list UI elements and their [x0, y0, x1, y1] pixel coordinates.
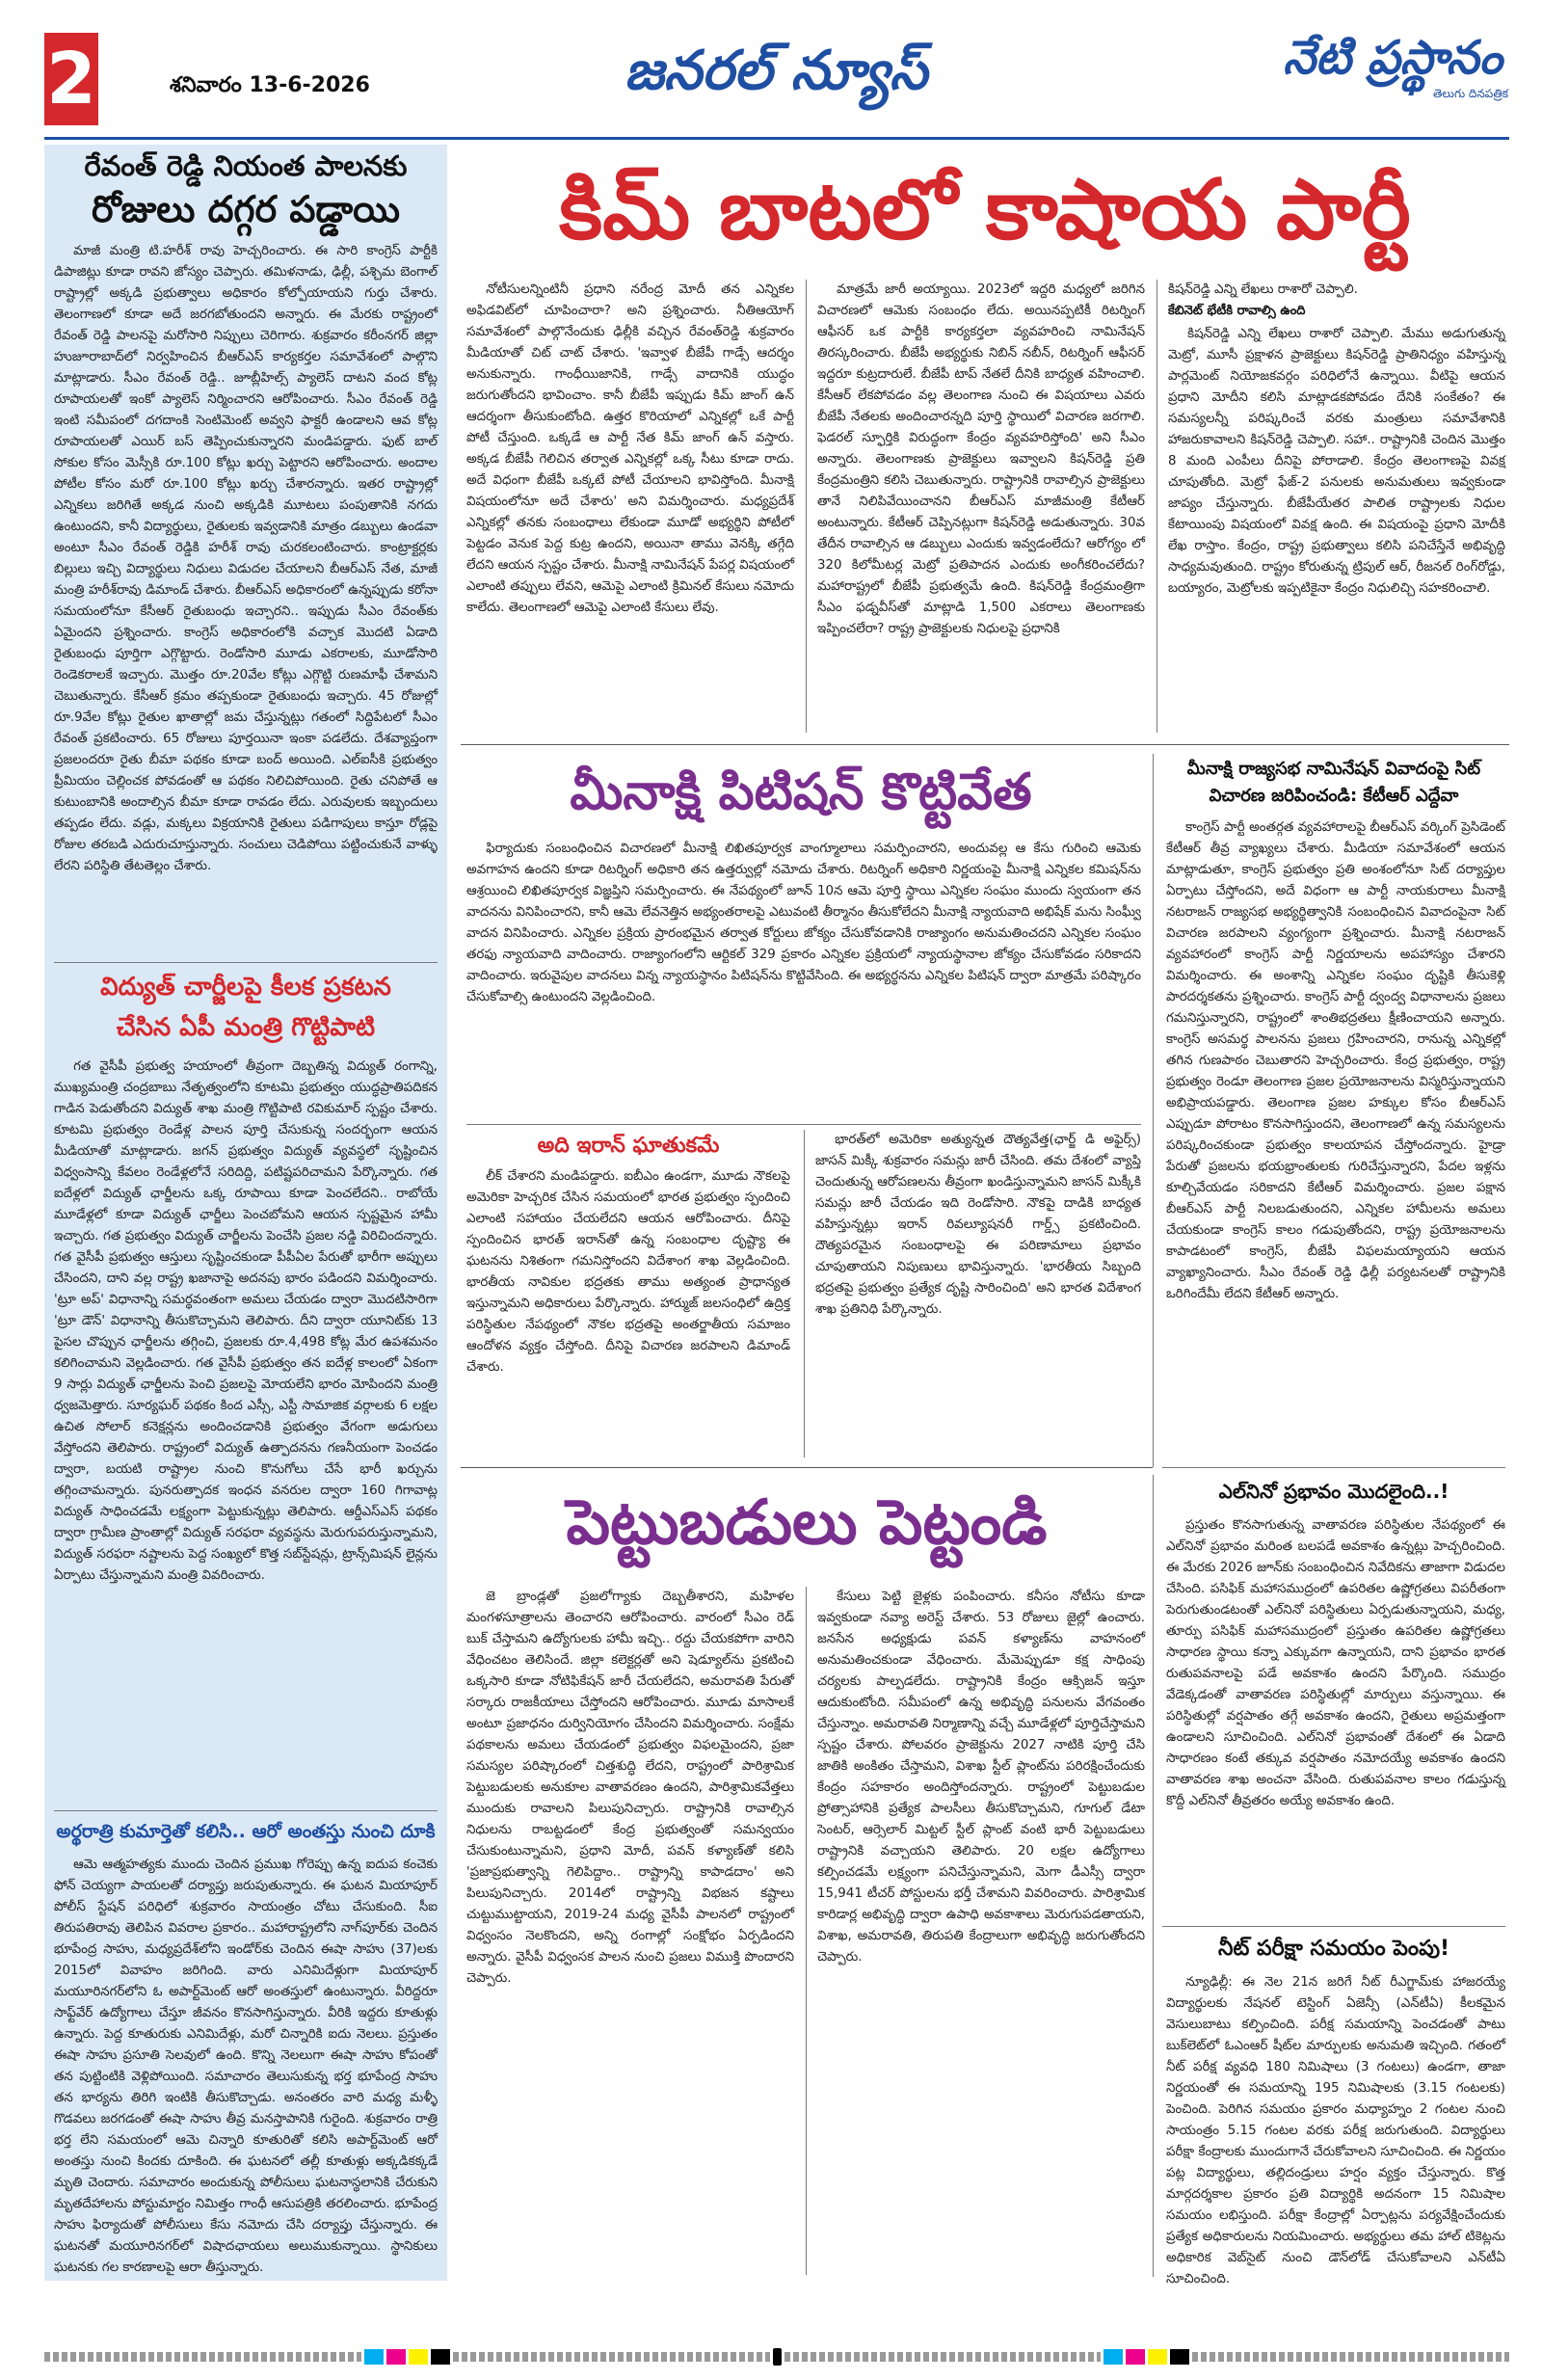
divider [1162, 1926, 1505, 1927]
divider [466, 1124, 1141, 1125]
elnino-headline: ఎల్‌నినో ప్రభావం మొదలైంది..! [1218, 1480, 1449, 1503]
column-rule [806, 280, 807, 733]
yellow-patch [409, 2349, 428, 2365]
ktr-body: కాంగ్రెస్ పార్టీ అంతర్గత వ్యవహారాలపై బీఆర్‌ఎస్ వర్కింగ్ ప్రెసిడెంట్ కేటీఆర్ తీవ్ర వ్యాఖ్యలు చేశారు. మీడియా సమావేశంలో ఆయన మాట్లాడుతూ, కాంగ్రెస్ ప్రభుత్వం ప్రతి అంశంలోనూ సిట్ దర్యాప్తుల ఏర్పాటు చేస్తోందని, అదే విధంగా ఆ పార్టీ నాయకురాలు మీనాక్షి నటరాజన్ రాజ్యసభ అభ్యర్థిత్వానికి సంబంధించిన వివాదంపైనా సిట్ విచారణ జరపాలని వ్యంగ్యంగా ప్రశ్నించారు. మీనాక్షి నటరాజన్ వ్యవహారంలో కాంగ్రెస్ పార్టీ నిర్ణయాలను అపహాస్యం చేశారని విమర్శించారు. ఈ అంశాన్ని ఎన్నికల సంఘం దృష్టికి తీసుకెళ్లి పారదర్శకతను ప్రశ్నించారు. కాంగ్రెస్ పార్టీ ద్వంద్వ విధానాలను ప్రజలు గమనిస్తున్నారని, రాష్ట్రంలో శాంతిభద్రతలు క్షీణించాయని అన్నారు. కాంగ్రెస్ అసమర్థ పాలనను ప్రజలు గ్రహించారని, రానున్న ఎన్నికల్లో తగిన గుణపాఠం చెబుతారని హెచ్చరించారు. కేంద్ర ప్రభుత్వం, రాష్ట్ర ప్రభుత్వం రెండూ తెలంగాణ ప్రజల ప్రయోజనాలను విస్మరిస్తున్నాయని అభిప్రాయపడ్డారు. తెలంగాణ ప్రజల హక్కుల కోసం బీఆర్‌ఎస్ ఎప్పుడూ పోరాటం కొనసాగిస్తుందని, తెలంగాణలో ఉన్న సమస్యలను పరిష్కరించకుండా ప్రభుత్వం కాలయాపన చేస్తోందన్నారు. హైడ్రా పేరుతో ప్రజలను భయభ్రాంతులకు గురిచేస్తున్నారని, పేదల ఇళ్లను కూల్చివేయడం సరికాదని కేటీఆర్ విమర్శించారు. ప్రజల పక్షాన బీఆర్‌ఎస్ పార్టీ నిలబడుతుందని, ఎన్నికల హామీలను అమలు చేయకుండా కాంగ్రెస్ కాలం గడుపుతోందని, రాష్ట్ర ప్రయోజనాలను కాపాడటంలో కాంగ్రెస్, బీజేపీ విఫలమయ్యాయని ఆయన వ్యాఖ్యానించారు. సీఎం రేవంత్ రెడ్డి ఢిల్లీ పర్యటనలతో రాష్ట్రానికి ఒరిగిందేమీ లేదని కేటీఆర్ అన్నారు. [1166, 820, 1505, 1301]
daughter-headline: అర్థరాత్రి కుమార్తెతో కలిసి.. ఆరో అంతస్తు నుంచి దూకి [56, 1821, 436, 1842]
neet-headline: నీట్ పరీక్షా సమయం పెంపు! [1217, 1937, 1450, 1961]
registration-stripe [453, 2352, 770, 2362]
divider [1162, 1467, 1505, 1468]
revanth-headline-line2: రోజులు దగ్గర పడ్డాయి [91, 188, 400, 230]
daughter-body: ఆమె ఆత్మహత్యకు ముందు చెందిన ప్రముఖ గోరెప్పు ఉన్న ఐదుప కంచెకు ఫోన్ చెయ్యగా పాయలతో దర్యాప్తు జరుపుతున్నారు. ఈ ఘటన మియాపూర్ పోలీస్ స్టేషన్ పరిధిలో శుక్రవారం సాయంత్రం చోటు చేసుకుంది. సీఐ తిరుపతిరావు తెలిపిన వివరాల ప్రకారం.. మహారాష్ట్రలోని నాగ్‌పూర్‌కు చెందిన భూపేంద్ర సాహు, మధ్యప్రదేశ్‌లోని ఇండోర్‌కు చెందిన ఈషా సాహు (37)లకు 2015లో వివాహం జరిగింది. వారు ఎనిమిదేళ్లుగా మియాపూర్ మయూరినగర్‌లోని ఓ అపార్ట్‌మెంట్ ఆరో అంతస్తులో ఉంటున్నారు. వీరిద్దరూ సాఫ్ట్‌వేర్ ఉద్యోగాలు చేస్తూ జీవనం కొనసాగిస్తున్నారు. వీరికి ఇద్దరు కూతుళ్లు ఉన్నారు. పెద్ద కూతురుకు ఎనిమిదేళ్లు, మరో చిన్నారికి ఐదు నెలలు. ప్రస్తుతం ఈషా సాహు ప్రసూతి సెలవులో ఉంది. కొన్ని నెలలుగా ఈషా సాహు కోపంతో తన పుట్టింటికి వెళ్లిపోయింది. సమాచారం తెలుసుకున్న భర్త భూపేంద్ర సాహు తన భార్యను తిరిగి ఇంటికి తీసుకొచ్చాడు. అనంతరం వారి మధ్య మళ్ళీ గొడవలు జరగడంతో ఈషా సాహు తీవ్ర మనస్తాపానికి గురైంది. శుక్రవారం రాత్రి భర్త లేని సమయంలో ఆమె చిన్నారి కూతురితో కలిసి అపార్ట్‌మెంట్ ఆరో అంతస్తు నుంచి కిందకు దూకింది. ఈ ఘటనలో తల్లీ కూతుళ్లు అక్కడికక్కడే మృతి చెందారు. సమాచారం అందుకున్న పోలీసులు ఘటనాస్థలానికి చేరుకుని మృతదేహాలను పోస్టుమార్టం నిమిత్తం గాంధీ ఆసుపత్రికి తరలించారు. భూపేంద్ర సాహు ఫిర్యాదుతో పోలీసులు కేసు నమోదు చేసి దర్యాప్తు చేస్తున్నారు. ఈ ఘటనతో మయూరినగర్‌లో విషాదఛాయలు అలుముకున్నాయి. స్థానికులు ఘటనకు గల కారణాలపై ఆరా తీస్తున్నారు. [54, 1858, 438, 2275]
registration-mark [773, 2348, 782, 2366]
iran-col1: లీక్ చేశారని మండిపడ్డారు. ఐబీఎం ఉండగా, మూడు నౌకలపై అమెరికా హెచ్చరిక చేసిన సమయంలో భారత ప్రభుత్వం స్పందించి ఎలాంటి సహాయం చేయలేదని ఆయన ఆరోపించారు. దీనిపై స్పందించిన భారత్ ఇరాన్‌తో ఉన్న సంబంధాల దృష్ట్యా ఈ ఘటనను నిశితంగా గమనిస్తోందని విదేశాంగ శాఖ వెల్లడించింది. భారతీయ నావికుల భద్రతకు తాము అత్యంత ప్రాధాన్యత ఇస్తున్నామని అధికారులు పేర్కొన్నారు. హార్ముజ్ జలసంధిలో ఉద్రిక్త పరిస్థితుల నేపథ్యంలో నౌకల భద్రతపై అంతర్జాతీయ సమాజం ఆందోళన వ్యక్తం చేస్తోంది. దీనిపై విచారణ జరపాలని డిమాండ్ చేశారు. [466, 1169, 790, 1375]
divider [54, 962, 438, 963]
iran-headline: అది ఇరాన్ ఘాతుకమే [537, 1134, 720, 1158]
meenakshi-body: ఫిర్యాదుకు సంబంధించిన విచారణలో మీనాక్షి లిఖితపూర్వక వాంగ్మూలాలు సమర్పించారని, అందువల్ల ఆ కేసు గురించి ఆమెకు అవగాహన ఉందని కూడా రిటర్నింగ్ అధికారి తన ఉత్తర్వుల్లో నమోదు చేశారు. రిటర్నింగ్ అధికారి నిర్ణయంపై మీనాక్షి ఎన్నికల కమిషన్‌ను ఆశ్రయించి లిఖితపూర్వక విజ్ఞప్తిని సమర్పించారు. ఈ నేపథ్యంలో జూన్ 10న ఆమె పూర్తి స్థాయి ఎన్నికల సంఘం ముందు స్వయంగా తన వాదనను వినిపించారని, కానీ ఆమె లేవనెత్తిన అభ్యంతరాలపై ఎటువంటి తీర్మానం తీసుకోలేదని మీనాక్షి న్యాయవాది అభిషేక్ మను సింఘ్వీ వాదన వినిపించారు. ఎన్నికల ప్రక్రియ ప్రారంభమైన తర్వాత కోర్టులు జోక్యం చేసుకోవడానికి రాజ్యాంగం అనుమతించదని ఎన్నికల సంఘం తరఫు న్యాయవాది వాదించారు. రాజ్యాంగంలోని ఆర్టికల్ 329 ప్రకారం ఎన్నికల ప్రక్రియలో న్యాయస్థానాల జోక్యం చేసుకోవడం సరికాదని వాదించారు. ఇరువైపుల వాదనలు విన్న న్యాయస్థానం పిటిషన్‌ను కొట్టివేసింది. ఈ అభ్యర్థనను ఎన్నికల పిటిషన్ ద్వారా మాత్రమే పరిష్కారం చేసుకోవాల్సి ఉంటుందని వెల్లడించింది. [466, 842, 1141, 1004]
section-title: జనరల్ న్యూస్ [624, 39, 928, 102]
logo-tagline: తెలుగు దినపత్రిక [1432, 87, 1508, 100]
yellow-patch [1148, 2349, 1167, 2365]
kim-headline: కిమ్ బాటలో కాషాయ పార్టీ [559, 162, 1411, 258]
column-rule [1153, 1475, 1154, 2277]
masthead-rule [44, 137, 1509, 140]
column-rule [804, 1130, 805, 1457]
kim-col2: మాత్రమే జారీ అయ్యాయి. 2023లో ఇద్దరి మధ్యలో జరిగిన విచారణలో ఆమెకు సంబంధం లేదు. అయినప్పటికీ రిటర్నింగ్ ఆఫీసర్ ఒక పార్టీకి కార్యకర్తలా వ్యవహరించి నామినేషన్ తిరస్కరించారు. బీజేపీ అభ్యర్థుకు నిబిన్ నబీన్, రిటర్నింగ్ ఆఫీసర్ ఇద్దరూ కుట్రదారులే. బీజేపీ టాప్ నేతలే దీనికి బాధ్యత వహించాలి. కేసీఆర్ లేకపోవడం వల్ల తెలంగాణ నుంచి ఈ విషయాలు ఎవరు బీజేపీ నేతలకు అందించారన్నది పూర్తి స్థాయిలో విచారణ జరగాలి. ఫెడరల్ స్ఫూర్తికి విరుద్ధంగా కేంద్రం వ్యవహరిస్తోంది' అని సీఎం అన్నారు. తెలంగాణకు ప్రాజెక్టులు ఇవ్వాలని కిషన్‌రెడ్డి ప్రతి కేంద్రమంత్రిని కలిసి చెబుతున్నారు. రాష్ట్రానికి రావాల్సిన ప్రాజెక్టులు తానే నిలిపివేయించానని బీఆర్‌ఎస్ మాజీమంత్రి కేటీఆర్ అంటున్నారు. కేటీఆర్ చెప్పినట్లుగా కిషన్‌రెడ్డి అడుతున్నారు. 30వ తేదీన రావాల్సిన ఆ డబ్బులు ఎందుకు ఇవ్వడంలేదు? ఆరోగ్యం లో 320 కిలోమీటర్ల మెట్రో ప్రతిపాదన ఎందుకు అంగీకరించలేదు? మహారాష్ట్రలో బీజేపీ ప్రభుత్వమే ఉంది. కిషన్‌రెడ్డి కేంద్రమంత్రిగా సీఎం ఫడ్నవీస్‌తో మాట్లాడి 1,500 ఎకరాలు తెలంగాణకు ఇప్పించలేరా? రాష్ట్ర ప్రాజెక్టులకు నిధులపై ప్రధానికి [817, 282, 1145, 636]
registration-stripe [784, 2352, 1102, 2362]
electricity-headline-line2: చేసిన ఏపీ మంత్రి గొట్టిపాటి [116, 1013, 376, 1042]
revanth-headline-line1: రేవంత్ రెడ్డి నియంత పాలనకు [84, 149, 408, 182]
column-rule [1153, 754, 1154, 1467]
page-number: 2 [44, 33, 98, 125]
invest-headline: పెట్టుబడులు పెట్టండి [566, 1487, 1048, 1559]
logo-text: నేటి ప్రస్థానం [1283, 31, 1502, 85]
black-patch [431, 2349, 450, 2365]
ktr-headline: మీనాక్షి రాజ్యసభ నామినేషన్ వివాదంపై సిట్ విచారణ జరిపించండి: కేటీఆర్ ఎద్దేవా [1186, 759, 1481, 806]
cyan-patch [1103, 2349, 1123, 2365]
print-registration-bar [44, 2346, 1509, 2367]
neet-body: న్యూఢిల్లీ: ఈ నెల 21న జరిగే నీట్ రీఎగ్జామ్‌కు హాజరయ్యే విద్యార్థులకు నేషనల్ టెస్టింగ్ ఏజెన్సీ (ఎన్‌టీఏ) కీలకమైన వెసులుబాటు కల్పించింది. పరీక్ష సమయాన్ని పెంచడంతో పాటు బుక్‌లెట్‌లో ఓఎంఆర్ షీట్‌ల మార్పులకు అనుమతి ఇచ్చింది. గతంలో నీట్ పరీక్ష వ్యవధి 180 నిమిషాలు (3 గంటలు) ఉండగా, తాజా నిర్ణయంతో ఈ సమయాన్ని 195 నిమిషాలకు (3.15 గంటలకు) పెంచింది. పెరిగిన సమయం ప్రకారం మధ్యాహ్నం 2 గంటల నుంచి సాయంత్రం 5.15 గంటల వరకు పరీక్ష జరుగుతుంది. విద్యార్థులు పరీక్షా కేంద్రాలకు ముందుగానే చేరుకోవాలని సూచించింది. ఈ నిర్ణయం పట్ల విద్యార్థులు, తల్లిదండ్రులు హర్షం వ్యక్తం చేస్తున్నారు. కొత్త మార్గదర్శకాల ప్రకారం ప్రతి విద్యార్థికి అదనంగా 15 నిమిషాల సమయం లభిస్తుంది. పరీక్షా కేంద్రాల్లో ఏర్పాట్లను పర్యవేక్షించేందుకు ప్రత్యేక అధికారులను నియమించారు. అభ్యర్థులు తమ హాల్ టికెట్లను అధికారిక వెబ్‌సైట్ నుంచి డౌన్‌లోడ్ చేసుకోవాలని ఎన్‌టీఏ సూచించింది. [1166, 1975, 1505, 2286]
kim-col3-subhead: కేబినెట్ భేటీకి రావాల్సి ఉంది [1168, 304, 1306, 318]
registration-stripe [44, 2352, 361, 2362]
invest-col2: కేసులు పెట్టి జైళ్లకు పంపించారు. కనీసం నోటీసు కూడా ఇవ్వకుండా నవ్యా అరెస్ట్ చేశారు. 53 రోజులు జైల్లో ఉంచారు. జనసేన అధ్యక్షుడు పవన్ కళ్యాణ్‌ను వాహనంలో అనుమతించకుండా వేధించారు. మేమెప్పుడూ కక్ష సాధింపు చర్యలకు పాల్పడలేదు. రాష్ట్రానికి కేంద్రం ఆక్సిజన్ ఇస్తూ ఆదుకుంటోంది. సమీపంలో ఉన్న అభివృద్ధి పనులను వేగవంతం చేస్తున్నాం. అమరావతి నిర్మాణాన్ని వచ్చే మూడేళ్లలో పూర్తిచేస్తామని స్పష్టం చేశారు. పోలవరం ప్రాజెక్టును 2027 నాటికి పూర్తి చేసి జాతికి అంకితం చేస్తామని, విశాఖ స్టీల్ ప్లాంట్‌ను పరిరక్షించేందుకు కేంద్రం సహకారం అందిస్తోందన్నారు. రాష్ట్రంలో పెట్టుబడుల ప్రోత్సాహానికి ప్రత్యేక పాలసీలు తీసుకొచ్చామని, గూగుల్ డేటా సెంటర్, ఆర్సెలార్ మిట్టల్ స్టీల్ ప్లాంట్ వంటి భారీ పెట్టుబడులు రాష్ట్రానికి వచ్చాయని తెలిపారు. 20 లక్షల ఉద్యోగాలు కల్పించడమే లక్ష్యంగా పనిచేస్తున్నామని, మెగా డీఎస్సీ ద్వారా 15,941 టీచర్ పోస్టులను భర్తీ చేశామని వివరించారు. పారిశ్రామిక కారిడార్ల అభివృద్ధి ద్వారా ఉపాధి అవకాశాలు మెరుగుపడతాయని, విశాఖ, అమరావతి, తిరుపతి కేంద్రాలుగా అభివృద్ధి జరుగుతోందని చెప్పారు. [817, 1590, 1145, 1965]
kim-col3: కిషన్‌రెడ్డి ఎన్ని లేఖలు రాశారో చెప్పాలి. మేము అడుగుతున్న మెట్రో, మూసీ ప్రక్షాళన ప్రాజెక్టులు కిషన్‌రెడ్డి ప్రాతినిధ్యం వహిస్తున్న పార్లమెంట్ నియోజకవర్గం పరిధిలోనే ఉన్నాయి. వీటిపై ఆయన ప్రధాని మోదీని కలిసి మాట్లాడకపోవడం దేనికి సంకేతం? ఈ సమస్యలన్నీ పరిష్కరించే వరకు మంత్రులు సమావేశానికి హాజరుకావాలని కిషన్‌రెడ్డి చెప్పాలి. సహా.. రాష్ట్రానికి చెందిన మొత్తం 8 మంది ఎంపీలు దీనిపై పోరాడాలి. కేంద్రం తెలంగాణపై వివక్ష చూపుతోంది. మెట్రో ఫేజ్-2 పనులకు అనుమతులు ఇవ్వకుండా జాప్యం చేస్తున్నారు. బీజేపీయేతర పాలిత రాష్ట్రాలకు నిధుల కేటాయింపు విషయంలో వివక్ష ఉంది. ఈ విషయంపై ప్రధాని మోదీకి లేఖ రాస్తాం. కేంద్రం, రాష్ట్ర ప్రభుత్వాలు కలిసి పనిచేస్తేనే అభివృద్ధి సాధ్యమవుతుంది. రాష్ట్రం కోరుతున్న ట్రిపుల్ ఆర్, రీజనల్ రింగ్‌రోడ్డు, బయ్యారం, మెట్రోలకు ఇప్పటికైనా కేంద్రం నిధులిచ్చి సహకరించాలి. [1168, 327, 1505, 596]
column-rule [1156, 280, 1157, 733]
divider [461, 744, 1509, 745]
black-patch [1170, 2349, 1189, 2365]
kim-col3-lead: కిషన్‌రెడ్డి ఎన్ని లేఖలు రాశారో చెప్పాలి. [1168, 282, 1358, 297]
magenta-patch [386, 2349, 406, 2365]
meenakshi-headline: మీనాక్షి పిటిషన్ కొట్టివేత [570, 763, 1032, 821]
revanth-body: మాజీ మంత్రి టి.హరీశ్ రావు హెచ్చరించారు. ఈ సారి కాంగ్రెస్ పార్టీకి డిపాజిట్లు కూడా రావని జోస్యం చెప్పారు. తమిళనాడు, ఢిల్లీ, పశ్చిమ బెంగాల్ రాష్ట్రాల్లో అక్కడి ప్రభుత్వాలు అధికారం కోల్పోయాయని గుర్తు చేశారు. తెలంగాణలో కూడా అదే జరగబోతుందని అన్నారు. ఈ మేరకు రాష్ట్రంలో రేవంత్ రెడ్డి పాలనపై మరోసారి నిప్పులు చెరిగారు. శుక్రవారం కరీంనగర్ జిల్లా హుజూరాబాద్‌లో నిర్వహించిన బీఆర్‌ఎస్ కార్యకర్తల సమావేశంలో పాల్గొని మాట్లాడారు. సీఎం రేవంత్ రెడ్డి.. జూబ్లీహిల్స్ ప్యాలెస్ దాటని వంద కోట్ల రూపాయలతో ఇంకో ప్యాలెస్ నిర్మించారని ఆరోపించారు. సీఎం రేవంత్ రెడ్డి ఇంటి సమీపంలో దగదాంకి సెంటిమెంట్ అవ్వని ఫాక్టరీ ఉండాలని ఆవ కోట్ల రూపాయలతో ఎయిర్ బస్ తెప్పించుకున్నారని మండిపడ్డారు. ఫుట్ బాల్ సోకుల కోసం మెస్సీకి రూ.100 కోట్లు ఖర్చు పెట్టారని ఆరోపించారు. అందాల పోటీల కోసం మరో రూ.100 కోట్లు ఖర్చు చేశారన్నారు. ఇతర రాష్ట్రాల్లో ఎన్నికలు జరిగితే అక్కడ నుంచి అక్కడికి మూటలు పంపుతానికి నగదు ఉంటుందని, కానీ విద్యార్థులు, రైతులకు ఇవ్వడానికి మాత్రం డబ్బులు ఉండవా అంటూ సీఎం రేవంత్ రెడ్డికి హరీశ్ రావు చురకలంటించారు. కాంట్రాక్టర్లకు బిల్లులు ఇచ్చి విద్యార్థులు నిధులు విడుదల చేయాలని బీఆర్‌ఎస్ నేత, మాజీ మంత్రి హరీశ్‌రావు డిమాండ్ చేశారు. బీఆర్‌ఎస్ అధికారంలో ఉన్నప్పుడు కరోనా సమయంలోనూ కేసీఆర్ రైతుబంధు ఇచ్చారని.. ఇప్పుడు సీఎం రేవంత్‌కు ఏమైందని ప్రశ్నించారు. కాంగ్రెస్ అధికారంలోకి వచ్చాక మొదటి ఏడాది రైతుబంధు పూర్తిగా ఎగ్గొట్టారు. రెండోసారి మూడు ఎకరాలకు, మూడోసారి రెండెకరాలకే ఇచ్చారు. మొత్తం రూ.20వేల కోట్లు ఎగ్గొట్టి రుణమాఫీ చేశామని చెబుతున్నారు. కేసీఆర్ క్రమం తప్పకుండా రైతుబంధు ఇచ్చారు. 45 రోజుల్లో రూ.9వేల కోట్లు రైతుల ఖాతాల్లో జమ చేస్తున్నట్లు గతంలో సిద్ధిపేటలో సీఎం రేవంత్ ప్రకటించారు. 65 రోజులు పూర్తయినా ఇంకా పడలేదు. దేశవ్యాప్తంగా ప్రజలందరూ రైతు బీమా పథకం కూడా బంద్ అయింది. ఎల్ఐసీకి ప్రభుత్వం ప్రీమియం చెల్లించక పోవడంతో ఆ పథకం నిలిచిపోయింది. రైతు చనిపోతే ఆ కుటుంబానికి అందాల్సిన బీమా కూడా రావడం లేదు. ఎరువులకు ఇబ్బందులు తప్పడం లేదు. వడ్లు, మక్కలు విక్రయానికి రైతులు పడిగాపులు కాస్తూ రోడ్లపై రోజుల తరబడి ఎదురుచూస్తున్నారు. సంచులు చెడిపోయి పట్టించుకునే వాళ్ళు లేరని పరిస్థితి తేటతెల్లం చేశారు. [54, 244, 438, 873]
newspaper-logo [1277, 29, 1508, 103]
cyan-patch [364, 2349, 384, 2365]
invest-col1: జె బ్రాండ్లతో ప్రజలోగ్యాకు దెబ్బతీశారని, మహిళల మంగళసూత్రాలను తెంచారని ఆరోపించారు. వారంలో సీఎం రెడ్ బుక్ చేస్తామని ఉద్యోగులకు హామీ ఇచ్చి.. రద్దు చేయకపోగా వారిని వేధించటం తెలిసిందే. జిల్లా కలెక్టర్లతో అని షెడ్యూల్‌ను ప్రకటించి ఒక్కసారి కూడా నోటిఫికేషన్ జారీ చేయలేదని, అమరావతి పేరుతో సర్కారు రాజకీయాలు చేస్తోందని ఆరోపించారు. మూడు మాసాలకే అంటూ ప్రజాధనం దుర్వినియోగం చేసిందని విమర్శించారు. సంక్షేమ పథకాలను అమలు చేయడంలో ప్రభుత్వం విఫలమైందని, ప్రజా సమస్యల పరిష్కారంలో చిత్తశుద్ధి లేదని, రాష్ట్రంలో పారిశ్రామిక పెట్టుబడులకు అనుకూల వాతావరణం ఉందని, పారిశ్రామికవేత్తలు ముందుకు రావాలని పిలుపునిచ్చారు. రాష్ట్రానికి రావాల్సిన నిధులను రాబట్టడంలో కేంద్ర ప్రభుత్వంతో సమన్వయం చేసుకుంటున్నామని, ప్రధాని మోదీ, పవన్ కళ్యాణ్‌తో కలిసి 'ప్రజాప్రభుత్వాన్ని గెలిపిద్దాం.. రాష్ట్రాన్ని కాపాడదాం' అని పిలుపునిచ్చారు. 2014లో రాష్ట్రాన్ని విభజన కష్టాలు చుట్టుముట్టాయని, 2019-24 మధ్య వైసీపీ పాలనలో రాష్ట్రంలో విధ్వంసం నెలకొందని, అన్ని రంగాల్లో సంక్షోభం ఏర్పడిందని అన్నారు. వైసీపీ విధ్వంసక పాలన నుంచి ప్రజలు విముక్తి పొందారని చెప్పారు. [466, 1590, 794, 1986]
kim-col1: నోటీసులన్నింటినీ ప్రధాని నరేంద్ర మోదీ తన ఎన్నికల అఫిడవిట్‌లో చూపించారా? అని ప్రశ్నించారు. నీతిఆయోగ్ సమావేశంలో పాల్గొనేందుకు ఢిల్లీకి వచ్చిన రేవంత్‌రెడ్డి శుక్రవారం మీడియాతో చిట్ చాట్ చేశారు. 'ఇవ్వాళ బీజేపీ గాడ్సే ఆదర్శం అనుకున్నారు. గాంధీయిజానికి, గాడ్సే వాదానికి యుద్ధం జరుగుతోందని భావించాం. కానీ బీజేపీ ఇప్పుడు కిమ్ జాంగ్ ఉన్ ఆదర్శంగా తీసుకుంటోంది. ఉత్తర కొరియాలో ఎన్నికల్లో ఒకే పార్టీ పోటీ చేస్తుంది. ఒక్కడే ఆ పార్టీ నేత కిమ్ జాంగ్ ఉన్ వస్తారు. అక్కడ బీజేపీ గెలిచిన తర్వాత ఎన్నికల్లో ఒక్క సీటు కూడా రాదు. అదే విధంగా బీజేపీ ఒక్కటే పోటీ చేయాలని భావిస్తోంది. మీనాక్షి విషయంలోనూ అదే చేశారు' అని విమర్శించారు. మధ్యప్రదేశ్ ఎన్నికల్లో తనకు సంబంధాలు లేకుండా మూడో అభ్యర్థిని పోటీలో పెట్టడం వెనుక పెద్ద కుట్ర ఉందని, అయినా తాము వెనక్కి తగ్గేది లేదని ఆయన స్పష్టం చేశారు. మీనాక్షి నామినేషన్ పేపర్ల విషయంలో ఎలాంటి తప్పులు లేవని, ఆమెపై ఎలాంటి క్రిమినల్ కేసులు నమోదు కాలేదు. తెలంగాణలో ఆమెపై ఎలాంటి కేసులు లేవు. [466, 282, 794, 615]
magenta-patch [1126, 2349, 1145, 2365]
issue-date: శనివారం 13-6-2026 [170, 73, 370, 97]
divider [461, 1467, 1153, 1468]
elnino-body: ప్రస్తుతం కొనసాగుతున్న వాతావరణ పరిస్థితుల నేపథ్యంలో ఈ ఎల్‌నినో ప్రభావం మరింత బలపడే అవకాశం ఉన్నట్లు హెచ్చరించింది. ఈ మేరకు 2026 జూన్‌కు సంబంధించిన నివేదికను తాజాగా విడుదల చేసింది. పసిఫిక్ మహాసముద్రంలో ఉపరితల ఉష్ణోగ్రతలు విపరీతంగా పెరుగుతుండటంతో ఎల్‌నినో పరిస్థితులు ఏర్పడుతున్నాయని, మధ్య, తూర్పు పసిఫిక్ మహాసముద్రంలో ప్రస్తుతం ఉపరితల ఉష్ణోగ్రతలు సాధారణ స్థాయి కన్నా ఎక్కువగా ఉన్నాయని, దాని ప్రభావం భారత రుతుపవనాలపై పడే అవకాశం ఉందని పేర్కొంది. సముద్రం వేడెక్కడంతో వాతావరణ పరిస్థితుల్లో మార్పులు వస్తున్నాయి. ఈ పరిస్థితుల్లో వర్షపాతం తగ్గే అవకాశం ఉందని, రైతులు అప్రమత్తంగా ఉండాలని సూచించింది. ఎల్‌నినో ప్రభావంతో దేశంలో ఈ ఏడాది సాధారణం కంటే తక్కువ వర్షపాతం నమోదయ్యే అవకాశం ఉందని వాతావరణ శాఖ అంచనా వేసింది. రుతుపవనాల కాలం గడుస్తున్న కొద్దీ ఎల్‌నినో తీవ్రతరం అయ్యే అవకాశం ఉంది. [1166, 1518, 1505, 1808]
divider [54, 1810, 438, 1811]
registration-stripe [1192, 2352, 1509, 2362]
electricity-body: గత వైసీపీ ప్రభుత్వ హయాంలో తీవ్రంగా దెబ్బతిన్న విద్యుత్ రంగాన్ని, ముఖ్యమంత్రి చంద్రబాబు నేతృత్వంలోని కూటమి ప్రభుత్వం యుద్ధప్రాతిపదికన గాడిన పెడుతోందని విద్యుత్ శాఖ మంత్రి గొట్టిపాటి రవికుమార్ స్పష్టం చేశారు. కూటమి ప్రభుత్వం రెండేళ్ల పాలన పూర్తి చేసుకున్న సందర్భంగా ఆయన మీడియాతో మాట్లాడారు. జగన్ ప్రభుత్వం విద్యుత్ వ్యవస్థలో సృష్టించిన విధ్వంసాన్ని కేవలం రెండేళ్లలోనే సరిదిద్ది, పటిష్టపరిచామని పేర్కొన్నారు. గత ఐదేళ్లలో విద్యుత్ ఛార్జీలను ఒక్క రూపాయి కూడా పెంచలేదని.. రాబోయే మూడేళ్లలో కూడా విద్యుత్ ఛార్జీలు పెంచబోమని ఆయన స్పష్టమైన హామీ ఇచ్చారు. గత ప్రభుత్వం విద్యుత్ చార్జీలను పెంచేసి ప్రజల నడ్డి విరిచిందన్నారు. గత వైసీపీ ప్రభుత్వం ఆస్తులు సృష్టించకుండా పీపీఏల పేరుతో భారీగా అప్పులు చేసిందని, దాని వల్ల రాష్ట్ర ఖజానాపై అదనపు భారం పడిందని విమర్శించారు. 'ట్రూ అప్' విధానాన్ని సమర్థవంతంగా అమలు చేయడం ద్వారా మొదటిసారిగా 'ట్రూ డౌన్' విధానాన్ని తీసుకొచ్చామని తెలిపారు. దీని ద్వారా యూనిట్‌కు 13 పైసల చొప్పున ఛార్జీలను తగ్గించి, ప్రజలకు రూ.4,498 కోట్ల మేర ఉపశమనం కలిగించామని వెల్లడించారు. గత వైసీపీ ప్రభుత్వం తన ఐదేళ్ల కాలంలో ఏకంగా 9 సార్లు విద్యుత్ ఛార్జీలను పెంచి ప్రజలపై మోయలేని భారం మోపిందని మంత్రి ధ్వజమెత్తారు. సూర్యఘర్ పథకం కింద ఎస్సీ, ఎస్టీ సామాజిక వర్గాలకు 6 లక్షల ఉచిత సోలార్ కనెక్షన్లను అందించడానికి ప్రభుత్వం వేగంగా అడుగులు వేస్తోందని తెలిపారు. రాష్ట్రంలో విద్యుత్ ఉత్పాదనను గణనీయంగా పెంచడం ద్వారా, బయటి రాష్ట్రాల నుంచి కొనుగోలు చేసే భారీ ఖర్చును తగ్గించామన్నారు. పునరుత్పాదక ఇంధన వనరుల ద్వారా 160 గిగావాట్ల విద్యుత్ సాధించడమే లక్ష్యంగా పెట్టుకున్నట్లు తెలిపారు. ఆర్డీఎస్ఎస్ పథకం ద్వారా గ్రామీణ ప్రాంతాల్లో విద్యుత్ సరఫరా వ్యవస్థను మెరుగుపరుస్తున్నామని, విద్యుత్ సరఫరా నష్టాలను పెద్ద సంఖ్యలో కొత్త సబ్‌స్టేషన్లు, ట్రాన్స్‌మిషన్ లైన్లను ఏర్పాటు చేస్తున్నామని మంత్రి వివరించారు. [54, 1059, 438, 1583]
electricity-headline-line1: విద్యుత్ చార్జీలపై కీలక ప్రకటన [100, 973, 391, 1002]
iran-col2: భారత్‌లో అమెరికా అత్యున్నత దౌత్యవేత్త(ఛార్జ్ డి అఫైర్స్) జాసన్ మిక్కీ శుక్రవారం సమన్లు జారీ చేసింది. తమ దేశంలో వ్యాప్తి చెందుతున్న ఆరోపణలను తీవ్రంగా ఖండిస్తున్నామని జాసన్ మిక్కీకి సమన్లు జారీ చేయడం ఇది రెండోసారి. నౌకపై దాడికి బాధ్యత వహిస్తున్నట్లు ఇరాన్ రివల్యూషనరీ గార్డ్స్ ప్రకటించింది. దౌత్యపరమైన సంబంధాలపై ఈ పరిణామాలు ప్రభావం చూపుతాయని నిపుణులు భావిస్తున్నారు. 'భారతీయ సిబ్బంది భద్రతపై ప్రభుత్వం ప్రత్యేక దృష్టి సారించింది' అని భారత విదేశాంగ శాఖ ప్రతినిధి పేర్కొన్నారు. [815, 1133, 1141, 1317]
column-rule [806, 1587, 807, 2275]
